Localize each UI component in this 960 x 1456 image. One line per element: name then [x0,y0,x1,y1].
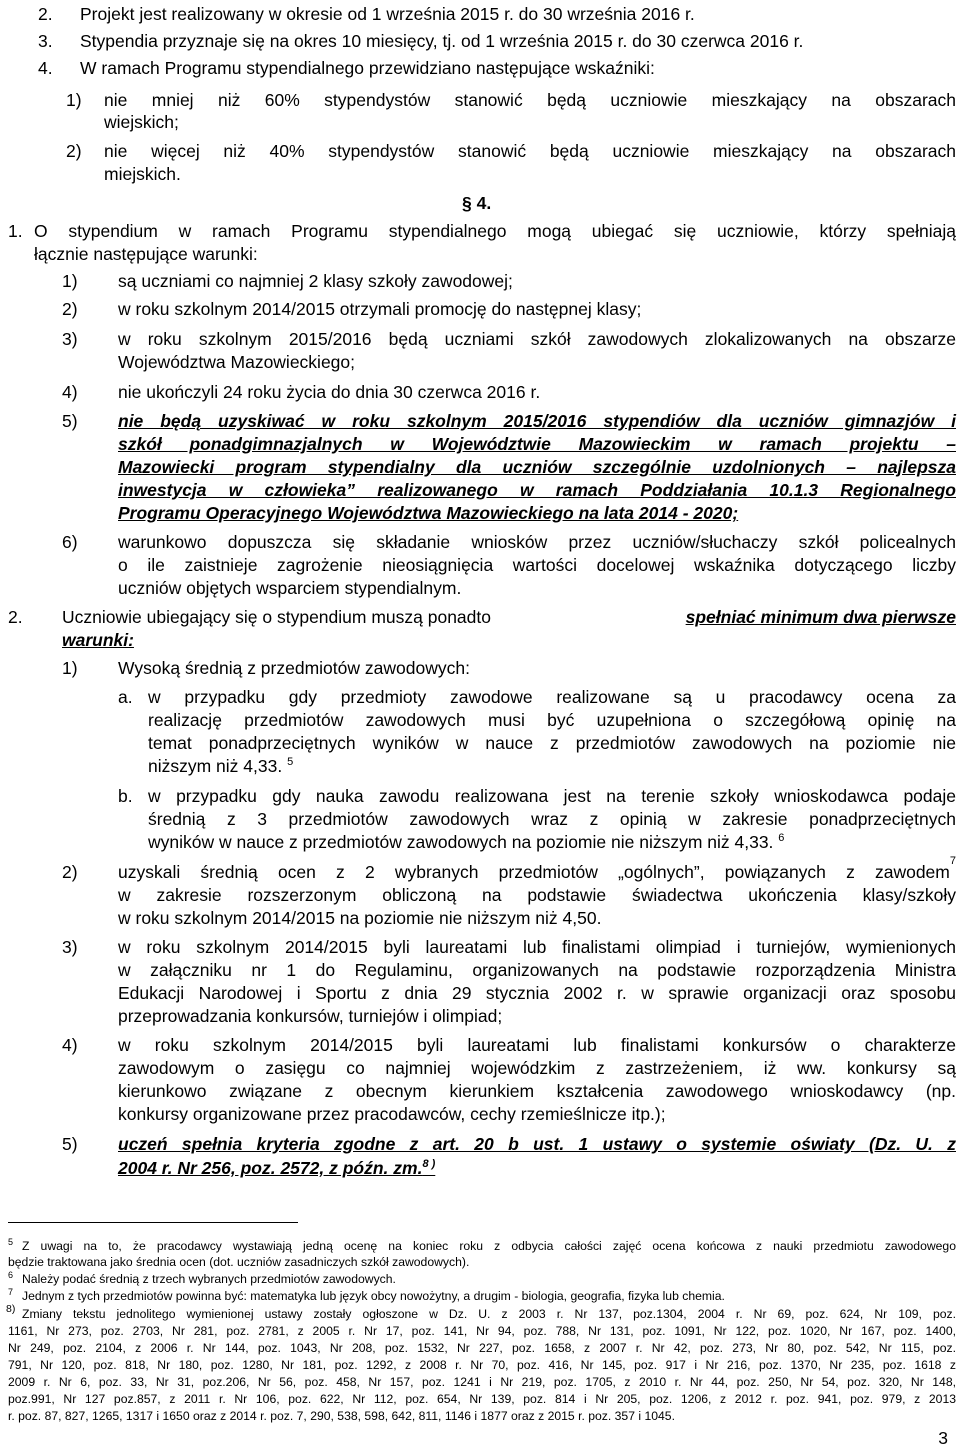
paragraph-line: nie będą uzyskiwać w roku szkolnym 2015/2016 stypendiów dla uczniów gimnazjów i [118,411,956,431]
paragraph-text: Uczniowie ubiegający się o stypendium muszą ponadto [62,607,491,627]
list-number: 1) [66,90,82,110]
paragraph-line [62,606,956,628]
paragraph-line: zawodowym o zasięgu co najmniej wojewódzkim z zastrzeżeniem, iż ww. konkursy są [118,1058,956,1078]
footnote-ref: 6 [778,832,785,845]
footnote-ref: 7 [949,855,956,867]
footnote-text: 791, Nr 120, poz. 818, Nr 180, poz. 1280, Nr 181, poz. 1292, z 2008 r. Nr 70, poz. 416, Nr 145, poz. 917 i Nr 216, poz. 1370, Nr 235, poz. 1618 z [8,1358,956,1372]
paragraph-line: średnią z 3 przedmiotów zawodowych wraz z opinią w zakresie ponadprzeciętnych [148,809,956,829]
footnote-text: Jednym z tych przedmiotów powinna być: matematyka lub język obcy nowożytny, a drugim - biologia, geografia, fizyka lub chemia. [22,1289,725,1303]
list-number: 2) [66,141,82,161]
paragraph-line: szkół ponadgimnazjalnych w Województwie Mazowieckim w ramach projektu – [118,434,956,454]
paragraph-line: są uczniami co najmniej 2 klasy szkoły zawodowej; [118,271,513,291]
paragraph-line: kierunkowo związane z obecnym kierunkiem kształcenia zawodowego wnioskodawcy (np. [118,1081,956,1101]
paragraph-line: Edukacji Narodowej i Sportu z dnia 29 stycznia 2002 r. w sprawie organizacji oraz sposobu [118,983,956,1003]
footnote-number: 8) [6,1303,16,1315]
list-number: 3. [38,31,53,51]
paragraph-line: konkursy organizowane przez pracodawców, cechy rzemieślnicze itp.); [118,1104,666,1124]
list-number: 4. [38,58,53,78]
list-number: 5) [62,411,78,431]
list-number: 6) [62,532,78,552]
footnote-ref: 8 ) [422,1158,436,1171]
paragraph-line: w zakresie rozszerzonym obliczoną na podstawie świadectwa ukończenia klasy/szkoły [118,885,956,905]
paragraph-line: w roku szkolnym 2015/2016 będą uczniami szkół zawodowych zlokalizowanych na obszarze [118,329,956,349]
page-number: 3 [938,1428,948,1448]
list-number: 2) [62,299,78,319]
footnote-text: będzie traktowana jako średnia ocen (dot. uczniów zasadniczych szkół zawodowych). [8,1255,470,1269]
paragraph-line [118,855,956,883]
paragraph-line [148,755,293,777]
paragraph-text: niższym niż 4,33. [148,756,283,776]
list-letter: b. [118,786,133,806]
paragraph-line: Stypendia przyznaje się na okres 10 miesięcy, tj. od 1 września 2015 r. do 30 czerwca 2016 r. [80,31,804,51]
paragraph-line: Województwa Mazowieckiego; [118,352,356,372]
footnote-text: r. poz. 87, 827, 1265, 1317 i 1650 oraz z 2014 r. poz. 7, 290, 538, 598, 642, 811, 1146 i 1877 oraz z 2015 r. poz. 357 i 1045. [8,1409,675,1423]
footnote-text: Nr 249, poz. 2104, z 2006 r. Nr 144, poz. 1043, Nr 208, poz. 1532, Nr 227, poz. 1658, z 2007 r. Nr 42, poz. 273, Nr 80, poz. 542, Nr 115, poz. [8,1341,956,1355]
footnote-text: Z uwagi na to, że pracodawcy wystawiają jedną ocenę na koniec roku z odbycia całości zajęć ocena końcowa z nauki przedmiotu zawodowego [22,1239,956,1253]
paragraph-line: w przypadku gdy nauka zawodu realizowana jest na terenie szkoły wnioskodawca podaje [148,786,956,806]
paragraph-line: warunkowo dopuszcza się składanie wniosków przez uczniów/słuchaczy szkół policealnych [118,532,956,552]
footnote-number: 5 [8,1237,14,1247]
section-number: 4. [476,193,492,213]
paragraph-line: w roku szkolnym 2014/2015 byli laureatami lub finalistami olimpiad i turniejów, wymienionych [118,937,956,957]
paragraph-line: w załączniku nr 1 do Regulaminu, organizowanych na podstawie rozporządzenia Ministra [118,960,956,980]
paragraph-line: przeprowadzania konkursów, turniejów i olimpiad; [118,1006,503,1026]
list-number: 1. [8,221,23,241]
list-number: 1) [62,271,78,291]
paragraph-line: uczeń spełnia kryteria zgodne z art. 20 b ust. 1 ustawy o systemie oświaty (Dz. U. z [118,1134,956,1154]
paragraph-line: o ile zaistnieje zagrożenie nieosiągnięcia wartości docelowej wskaźnika dotyczącego liczby [118,555,956,575]
paragraph-line: nie mniej niż 60% stypendystów stanowić będą uczniowie mieszkający na obszarach [104,90,956,110]
paragraph-text: wyników w nauce z przedmiotów zawodowych na poziomie nie niższym niż 4,33. [148,832,774,852]
paragraph-line: w przypadku gdy przedmioty zawodowe realizowane są u pracodawcy ocena za [148,687,956,707]
paragraph-line: realizację przedmiotów zawodowych musi być uzupełniona o szczegółową opinię na [148,710,956,730]
paragraph-line: miejskich. [104,164,181,184]
footnote-text: Zmiany tekstu jednolitego wymienionej ustawy zostały ogłoszone w Dz. U. z 2003 r. Nr 137, poz.1304, 2004 r. Nr 69, poz. 624, Nr 109, poz. [22,1307,956,1321]
paragraph-line: O stypendium w ramach Programu stypendialnego mogą ubiegać się uczniowie, którzy spełniają [34,221,956,241]
paragraph-line: W ramach Programu stypendialnego przewidziano następujące wskaźniki: [80,58,655,78]
emphasis-text: spełniać minimum dwa pierwsze [685,607,956,627]
list-number: 4) [62,1035,78,1055]
paragraph-line: w roku szkolnym 2014/2015 byli laureatami lub finalistami konkursów o charakterze [118,1035,956,1055]
list-number: 1) [62,658,78,678]
paragraph-line: Wysoką średnią z przedmiotów zawodowych: [118,658,470,678]
footnote-text: Należy podać średnią z trzech wybranych przedmiotów zawodowych. [22,1272,396,1286]
paragraph-line: nie więcej niż 40% stypendystów stanowić będą uczniowie mieszkający na obszarach [104,141,956,161]
emphasis-text: warunki: [62,630,134,650]
emphasis-text: 2004 r. Nr 256, poz. 2572, z późn. zm. [118,1158,423,1178]
footnote-ref: 5 [287,756,294,769]
paragraph-line: nie ukończyli 24 roku życia do dnia 30 czerwca 2016 r. [118,382,541,402]
paragraph-line: Programu Operacyjnego Województwa Mazowieckiego na lata 2014 - 2020; [118,503,739,523]
footnote-text: 2009 r. Nr 6, poz. 33, Nr 31, poz.206, Nr 56, poz. 458, Nr 157, poz. 1241 i Nr 219, poz. 1705, z 2010 r. Nr 44, poz. 250, Nr 54, poz. 320, Nr 148, [8,1375,956,1389]
list-number: 5) [62,1134,78,1154]
paragraph-line: Mazowiecki program stypendialny dla uczniów szczególnie uzdolnionych – najlepsza [118,457,956,477]
list-number: 2) [62,862,78,882]
footnote-number: 6 [8,1270,14,1280]
list-number: 2. [38,4,53,24]
list-letter: a. [118,687,133,707]
section-symbol: § [462,193,472,213]
paragraph-line: w roku szkolnym 2014/2015 otrzymali promocję do następnej klasy; [118,299,642,319]
paragraph-line: łącznie następujące warunki: [34,244,258,264]
footnote-text: 1161, Nr 273, poz. 2703, Nr 281, poz. 2781, z 2005 r. Nr 17, poz. 141, Nr 94, poz. 788, Nr 131, poz. 1091, Nr 122, poz. 1020, Nr 167, poz. 1400, [8,1324,956,1338]
footnote-text: poz.991, Nr 127 poz.857, z 2011 r. Nr 106, poz. 622, Nr 112, poz. 654, Nr 139, poz. 814 i Nr 205, poz. 1206, z 2012 r. poz. 941, poz. 979, z 2013 [8,1392,956,1406]
list-number: 2. [8,607,23,627]
paragraph-line: wiejskich; [104,112,179,132]
paragraph-line: w roku szkolnym 2014/2015 na poziomie nie niższym niż 4,50. [118,908,602,928]
list-number: 3) [62,937,78,957]
section-heading [462,192,491,214]
list-number: 3) [62,329,78,349]
paragraph-line: inwestycja w człowieka” realizowanego w ramach Poddziałania 10.1.3 Regionalnego [118,480,956,500]
paragraph-line: Projekt jest realizowany w okresie od 1 września 2015 r. do 30 września 2016 r. [80,4,695,24]
footnote-number: 7 [8,1287,14,1297]
paragraph-line: uczniów objętych wsparciem stypendialnym. [118,578,462,598]
paragraph-text: uzyskali średnią ocen z 2 wybranych przedmiotów „ogólnych”, powiązanych z zawodem [118,862,950,882]
list-number: 4) [62,382,78,402]
paragraph-line: temat ponadprzeciętnych wyników w nauce z przedmiotów zawodowych na poziomie nie [148,733,956,753]
paragraph-line [148,831,784,853]
footnote-separator [8,1222,298,1223]
paragraph-line [118,1157,435,1179]
